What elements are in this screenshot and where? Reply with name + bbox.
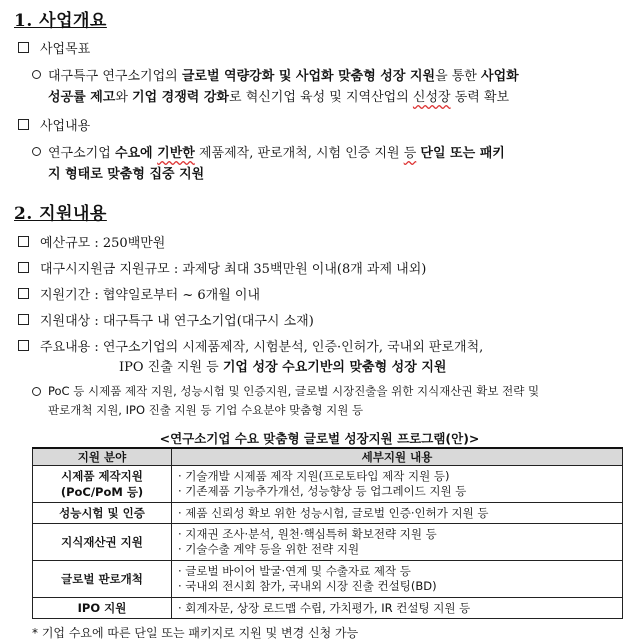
program-table bbox=[32, 447, 623, 619]
goal-text-part: 와 bbox=[115, 90, 133, 105]
detail-line: · 국내외 전시회 참가, 국내외 시장 진출 컨설팅(BD) bbox=[178, 579, 437, 593]
goal-label: 사업목표 bbox=[40, 42, 91, 57]
checkbox-square-icon bbox=[18, 119, 29, 130]
circle-bullet-icon bbox=[32, 70, 41, 79]
detail-line: · 기술개발 시제품 제작 지원(프로토타입 제작 지원 등) bbox=[178, 469, 450, 483]
detail-line: · 회계자문, 상장 로드맵 수립, 가치평가, IR 컨설팅 지원 등 bbox=[178, 600, 471, 615]
goal-text-part: 대구특구 연구소기업의 bbox=[48, 69, 182, 84]
goal-text-part: 을 통한 bbox=[435, 69, 482, 84]
goal-text-part: 동력 확보 bbox=[450, 90, 510, 105]
circle-bullet-icon bbox=[32, 147, 41, 156]
table-row bbox=[33, 524, 623, 561]
table-row bbox=[33, 503, 623, 524]
table-header-row bbox=[33, 448, 623, 466]
content-text-part: 제품제작, 판로개척, 시험 인증 지원 bbox=[194, 146, 404, 161]
detail-cell bbox=[172, 524, 623, 561]
category-sublabel: (PoC/PoM 등) bbox=[60, 485, 144, 499]
category-cell: 성능시험 및 인증 bbox=[33, 503, 172, 524]
table-row bbox=[33, 561, 623, 598]
category-label: 시제품 제작지원 bbox=[61, 469, 143, 483]
section-2-title: 2. 지원내용 bbox=[14, 204, 107, 224]
goal-text-line1 bbox=[48, 65, 519, 84]
detail-line: · 글로벌 바이어 발굴·연계 및 수출자료 제작 등 bbox=[178, 564, 411, 578]
content-label: 사업내용 bbox=[40, 119, 91, 134]
table-title: <연구소기업 수요 맞춤형 글로벌 성장지원 프로그램(안)> bbox=[159, 431, 480, 446]
section-1-title: 1. 사업개요 bbox=[14, 11, 107, 31]
budget-item: 예산규모 : 250백만원 bbox=[40, 236, 166, 251]
column-header: 지원 분야 bbox=[33, 448, 172, 466]
category-cell: 글로벌 판로개척 bbox=[33, 561, 172, 598]
goal-text-bold: 글로벌 역량강화 및 사업화 맞춤형 성장 지원 bbox=[181, 69, 436, 84]
goal-text-part: 로 혁신기업 육성 및 지역산업의 bbox=[229, 90, 413, 105]
checkbox-square-icon bbox=[18, 42, 29, 53]
sub-text-line1: PoC 등 시제품 제작 지원, 성능시험 및 인증지원, 글로벌 시장진출을 위한 지식재산권 확보 전략 및 bbox=[48, 384, 540, 398]
target-item: 지원대상 : 대구특구 내 연구소기업(대구시 소재) bbox=[40, 314, 314, 329]
goal-text-bold: 기업 경쟁력 강화 bbox=[132, 90, 229, 105]
checkbox-square-icon bbox=[18, 262, 29, 273]
checkbox-square-icon bbox=[18, 236, 29, 247]
detail-line: · 지재권 조사·분석, 원천·핵심특허 확보전략 지원 등 bbox=[178, 527, 437, 541]
table-row bbox=[33, 598, 623, 619]
content-text-line2: 지 형태로 맞춤형 집중 지원 bbox=[48, 167, 205, 182]
content-text-bold: 단일 또는 패키 bbox=[420, 146, 505, 161]
category-cell: 지식재산권 지원 bbox=[33, 524, 172, 561]
detail-line: · 제품 신뢰성 확보 위한 성능시험, 글로벌 인증·인허가 지원 등 bbox=[178, 505, 489, 520]
checkbox-square-icon bbox=[18, 288, 29, 299]
table-footnote: * 기업 수요에 따른 단일 또는 패키지로 지원 및 변경 신청 가능 bbox=[32, 626, 359, 640]
period-item: 지원기간 : 협약일로부터 ~ 6개월 이내 bbox=[40, 288, 261, 303]
table-row bbox=[33, 466, 623, 503]
detail-line: · 기존제품 기능추가개선, 성능향상 등 업그레이드 지원 등 bbox=[178, 484, 467, 498]
checkbox-square-icon bbox=[18, 314, 29, 325]
column-header: 세부지원 내용 bbox=[172, 448, 623, 466]
content-text-part: 연구소기업 bbox=[48, 146, 115, 161]
content-text-line1 bbox=[48, 142, 505, 161]
checkbox-square-icon bbox=[18, 340, 29, 351]
content-text-bold-underlined: 기반한 bbox=[157, 146, 195, 161]
detail-cell bbox=[172, 561, 623, 598]
content-text-underlined: 등 bbox=[403, 146, 417, 161]
circle-bullet-icon bbox=[32, 387, 41, 396]
detail-cell bbox=[172, 466, 623, 503]
category-cell bbox=[33, 466, 172, 503]
support-scale-item: 대구시지원금 지원규모 : 과제당 최대 35백만원 이내(8개 과제 내외) bbox=[40, 262, 427, 277]
goal-text-underlined: 신성장 bbox=[412, 90, 451, 105]
detail-cell bbox=[172, 503, 623, 524]
content-text-bold: 수요에 bbox=[114, 146, 158, 161]
detail-line: · 기술수출 계약 등을 위한 전략 지원 bbox=[178, 542, 360, 556]
goal-text-bold: 사업화 bbox=[481, 69, 519, 84]
main-content-line2 bbox=[119, 356, 446, 375]
goal-text-bold: 성공률 제고 bbox=[48, 90, 116, 105]
main-content-item: 주요내용 : 연구소기업의 시제품제작, 시험분석, 인증·인허가, 국내외 판로개척, bbox=[40, 340, 484, 355]
category-cell: IPO 지원 bbox=[33, 598, 172, 619]
goal-text-line2 bbox=[48, 86, 509, 105]
main-content-part: IPO 진출 지원 등 bbox=[119, 360, 223, 375]
detail-cell bbox=[172, 598, 623, 619]
main-content-bold: 기업 성장 수요기반의 맞춤형 성장 지원 bbox=[222, 360, 447, 375]
sub-text-line2: 판로개척 지원, IPO 진출 지원 등 기업 수요분야 맞춤형 지원 등 bbox=[48, 403, 364, 417]
